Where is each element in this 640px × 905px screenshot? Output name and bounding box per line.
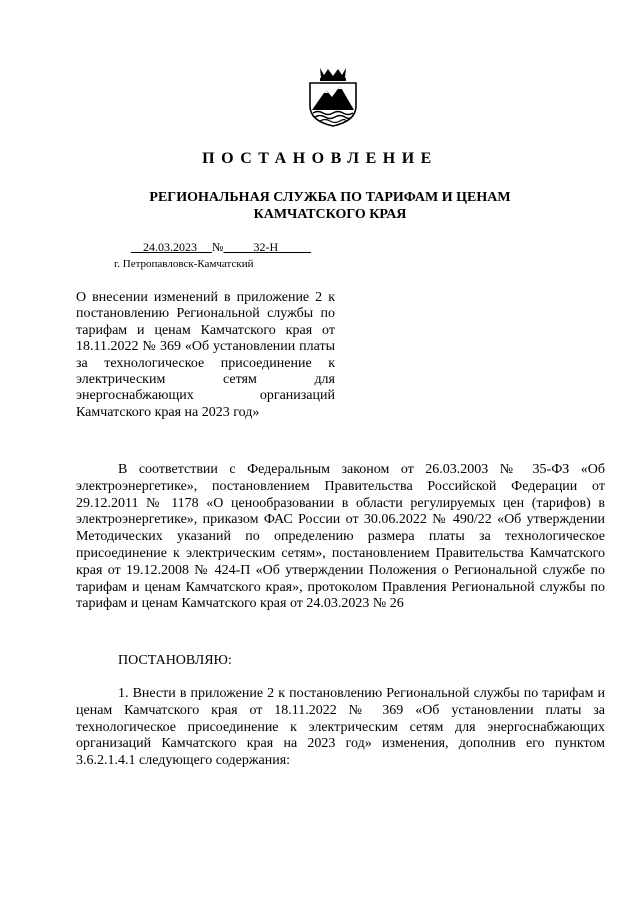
document-city: г. Петропавловск-Камчатский [114, 258, 254, 270]
agency-name-line-1: РЕГИОНАЛЬНАЯ СЛУЖБА ПО ТАРИФАМ И ЦЕНАМ [149, 190, 511, 205]
document-subject: О внесении изменений в приложение 2 к постановлению Региональной службы по тарифам и ценам Камчатского края от 18.11.2022 № 369 «Об установлении платы за технологическое присоединение к электрическим сетям для энергоснабжающих организаций Камчатского края на 2023 год» [76, 290, 335, 420]
document-date: 24.03.2023 [143, 240, 197, 254]
agency-name [120, 189, 540, 223]
agency-name-line-2: КАМЧАТСКОГО КРАЯ [253, 207, 407, 222]
document-number: 32-Н [253, 240, 279, 254]
preamble-paragraph: В соответствии с Федеральным законом от 26.03.2003 № 35-ФЗ «Об электроэнергетике», постановлением Правительства Российской Федерации от 29.12.2011 № 1178 «О ценообразовании в области регулируемых цен (тарифов) в электроэнергетике», приказом ФАС России от 30.06.2022 № 490/22 «Об утверждении Методических указаний по определению размера платы за технологическое присоединение к электрическим сетям», постановлением Правительства Камчатского края от 19.12.2008 № 424-П «Об утверждении Положения о Региональной службе по тарифам и ценам Камчатского края», протоколом Правления Региональной службы по тарифам и ценам Камчатского края от 24.03.2023 № 26 [76, 462, 605, 612]
document-title: ПОСТАНОВЛЕНИЕ [202, 150, 438, 167]
kamchatka-coat-of-arms-icon [298, 66, 368, 128]
item-1-paragraph: 1. Внести в приложение 2 к постановлению Региональной службы по тарифам и ценам Камчатского края от 18.11.2022 № 369 «Об установлении платы за технологическое присоединение к электрическим сетям для энергоснабжающих организаций Камчатского края на 2023 год» изменения, дополнив его пунктом 3.6.2.1.4.1 следующего содержания: [76, 686, 605, 769]
decree-word: ПОСТАНОВЛЯЮ: [118, 653, 232, 668]
document-date-number [131, 240, 311, 255]
number-label: № [212, 240, 224, 254]
